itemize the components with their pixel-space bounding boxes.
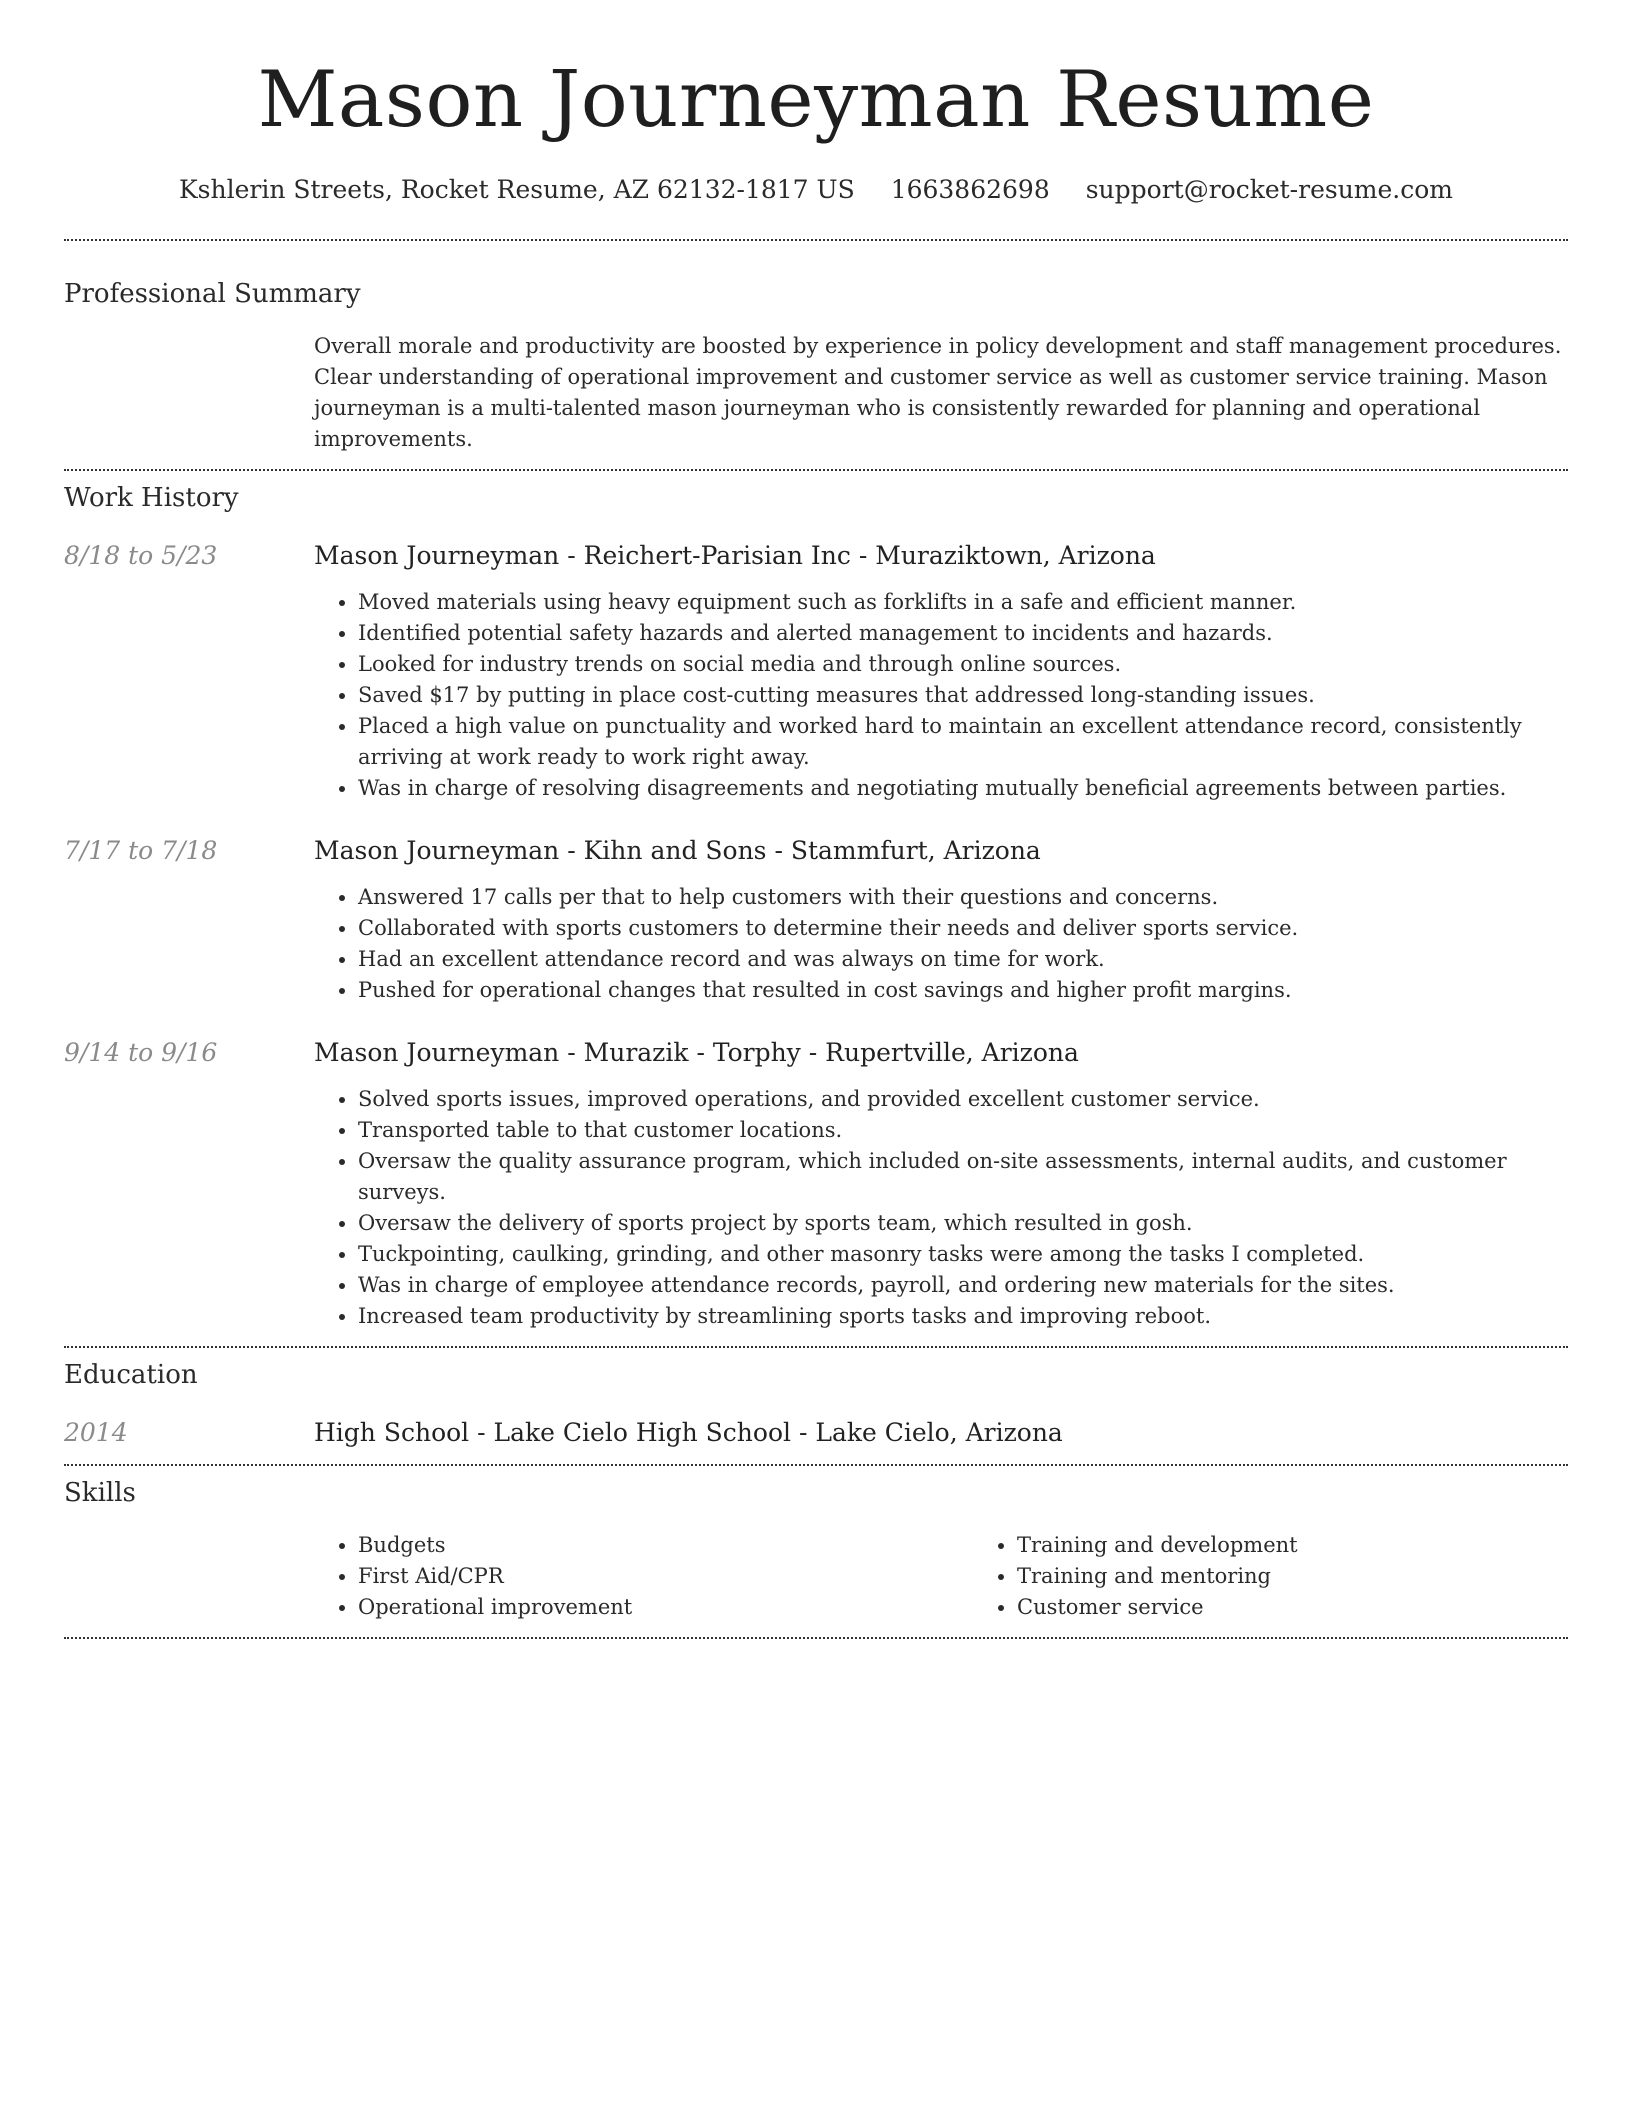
- job-dates: 7/17 to 7/18: [64, 836, 218, 865]
- list-item: • Saved $17 by putting in place cost-cutting measures that addressed long-standing issues.: [358, 680, 1568, 711]
- job-title: Mason Journeyman - Murazik - Torphy - Rupertville, Arizona: [314, 1038, 1079, 1067]
- list-item: • Tuckpointing, caulking, grinding, and other masonry tasks were among the tasks I completed.: [358, 1239, 1568, 1270]
- list-item: • Answered 17 calls per that to help customers with their questions and concerns.: [358, 882, 1568, 913]
- divider: [64, 239, 1568, 241]
- list-item: • Collaborated with sports customers to determine their needs and deliver sports service.: [358, 913, 1568, 944]
- skills-list-left: [314, 1530, 973, 1623]
- contact-address: Kshlerin Streets, Rocket Resume, AZ 62132-1817 US: [178, 175, 855, 204]
- job-dates: 8/18 to 5/23: [64, 541, 218, 570]
- list-item: • Identified potential safety hazards and alerted management to incidents and hazards.: [358, 618, 1568, 649]
- list-item: • Training and development: [1017, 1530, 1632, 1561]
- job-title: Mason Journeyman - Kihn and Sons - Stammfurt, Arizona: [314, 836, 1041, 865]
- job-entry: [64, 1036, 1568, 1332]
- resume-name: Mason Journeyman Resume: [257, 55, 1375, 145]
- education-year: 2014: [64, 1418, 128, 1447]
- list-item: • First Aid/CPR: [358, 1561, 973, 1592]
- section-title-summary: Professional Summary: [64, 279, 361, 309]
- contact-email: support@rocket-resume.com: [1085, 175, 1454, 204]
- section-work-history: [64, 481, 1568, 1332]
- job-entry: [64, 539, 1568, 804]
- resume-page: [64, 0, 1568, 1639]
- section-title-work: Work History: [64, 483, 239, 513]
- divider: [64, 1637, 1568, 1639]
- education-entry: [64, 1416, 1568, 1450]
- list-item: • Transported table to that customer locations.: [358, 1115, 1568, 1146]
- contact-line: [64, 174, 1568, 206]
- job-entry: [64, 834, 1568, 1006]
- list-item: • Budgets: [358, 1530, 973, 1561]
- list-item: • Training and mentoring: [1017, 1561, 1632, 1592]
- divider: [64, 1346, 1568, 1348]
- list-item: • Oversaw the quality assurance program, which included on-site assessments, internal audits, and customer surveys.: [358, 1146, 1568, 1208]
- list-item: • Was in charge of resolving disagreements and negotiating mutually beneficial agreements between parties.: [358, 773, 1568, 804]
- list-item: • Looked for industry trends on social media and through online sources.: [358, 649, 1568, 680]
- divider: [64, 469, 1568, 471]
- list-item: • Moved materials using heavy equipment such as forklifts in a safe and efficient manner.: [358, 587, 1568, 618]
- skills-list-right: [973, 1530, 1632, 1623]
- section-education: [64, 1358, 1568, 1450]
- section-title-education: Education: [64, 1360, 198, 1390]
- section-title-skills: Skills: [64, 1478, 136, 1508]
- list-item: • Solved sports issues, improved operations, and provided excellent customer service.: [358, 1084, 1568, 1115]
- list-item: • Placed a high value on punctuality and worked hard to maintain an excellent attendance record, consistently arriving at work ready to work right away.: [358, 711, 1568, 773]
- education-title: High School - Lake Cielo High School - Lake Cielo, Arizona: [314, 1418, 1063, 1447]
- job-dates: 9/14 to 9/16: [64, 1038, 218, 1067]
- list-item: • Increased team productivity by streamlining sports tasks and improving reboot.: [358, 1301, 1568, 1332]
- job-bullets: [314, 587, 1568, 804]
- section-summary: [64, 277, 1568, 455]
- list-item: • Pushed for operational changes that resulted in cost savings and higher profit margins.: [358, 975, 1568, 1006]
- list-item: • Operational improvement: [358, 1592, 973, 1623]
- job-title: Mason Journeyman - Reichert-Parisian Inc - Muraziktown, Arizona: [314, 541, 1156, 570]
- divider: [64, 1464, 1568, 1466]
- job-bullets: [314, 882, 1568, 1006]
- section-skills: [64, 1476, 1568, 1623]
- list-item: • Oversaw the delivery of sports project by sports team, which resulted in gosh.: [358, 1208, 1568, 1239]
- list-item: • Had an excellent attendance record and was always on time for work.: [358, 944, 1568, 975]
- contact-phone: 1663862698: [890, 175, 1050, 204]
- job-bullets: [314, 1084, 1568, 1332]
- summary-text: Overall morale and productivity are boosted by experience in policy development and staff management procedures. Clear understanding of operational improvement and customer service as well as customer service training. Mason journeyman is a multi-talented mason journeyman who is consistently rewarded for planning and operational improvements.: [314, 334, 1562, 451]
- list-item: • Was in charge of employee attendance records, payroll, and ordering new materials for the sites.: [358, 1270, 1568, 1301]
- list-item: • Customer service: [1017, 1592, 1632, 1623]
- skills-grid: [314, 1530, 1632, 1623]
